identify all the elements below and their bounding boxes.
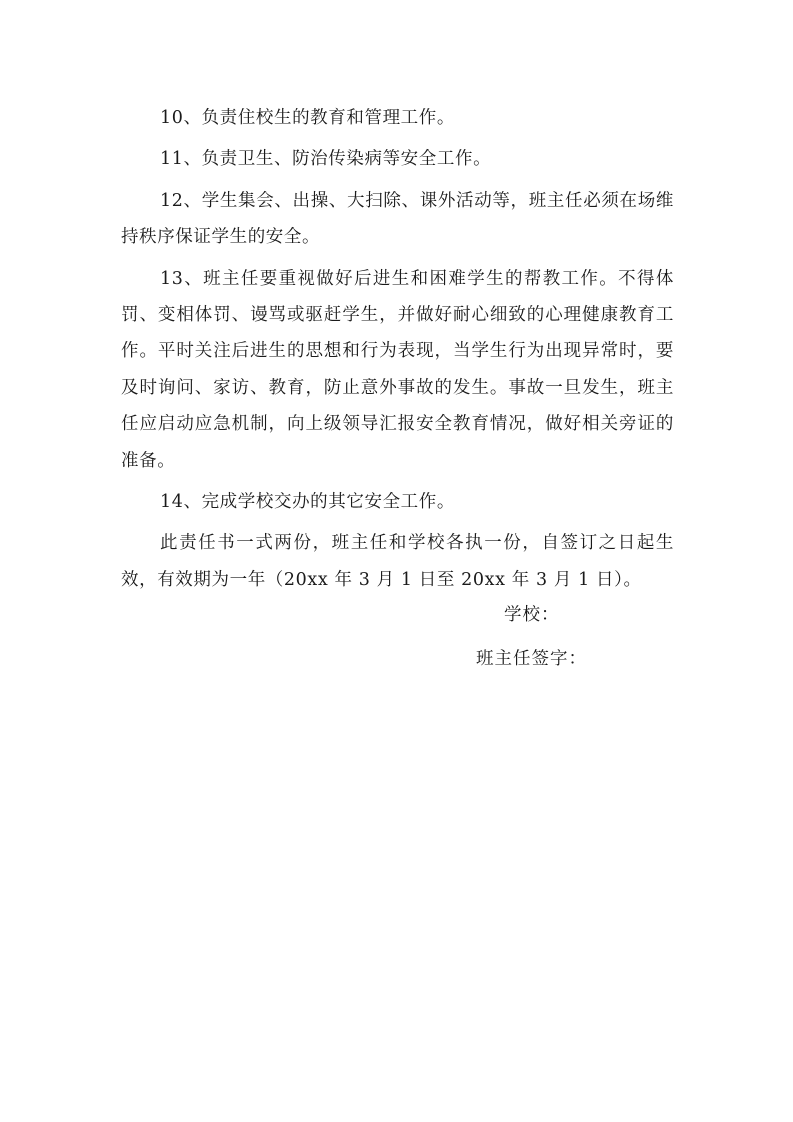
school-signature-label: 学校：: [504, 605, 560, 625]
class-teacher-signature-label: 班主任签字：: [476, 649, 587, 669]
clause-12: 12、学生集会、出操、大扫除、课外活动等，班主任必须在场维持秩序保证学生的安全。: [121, 190, 674, 248]
clause-11: 11、负责卫生、防治传染病等安全工作。: [160, 149, 492, 170]
clause-13: 13、班主任要重视做好后进生和困难学生的帮教工作。不得体罚、变相体罚、谩骂或驱赶学生，并做好耐心细致的心理健康教育工作。平时关注后进生的思想和行为表现，当学生行为出现异常时，要及时询问、家访、教育，防止意外事故的发生。事故一旦发生，班主任应启动应急机制，向上级领导汇报安全教育情况，做好相关旁证的准备。: [121, 268, 674, 471]
document-body: [121, 100, 674, 598]
clause-14: 14、完成学校交办的其它安全工作。: [160, 492, 455, 513]
validity-statement: 此责任书一式两份，班主任和学校各执一份，自签订之日起生效，有效期为一年（20xx 年 3 月 1 日至 20xx 年 3 月 1 日）。: [121, 533, 674, 590]
clause-10: 10、负责住校生的教育和管理工作。: [160, 108, 455, 128]
